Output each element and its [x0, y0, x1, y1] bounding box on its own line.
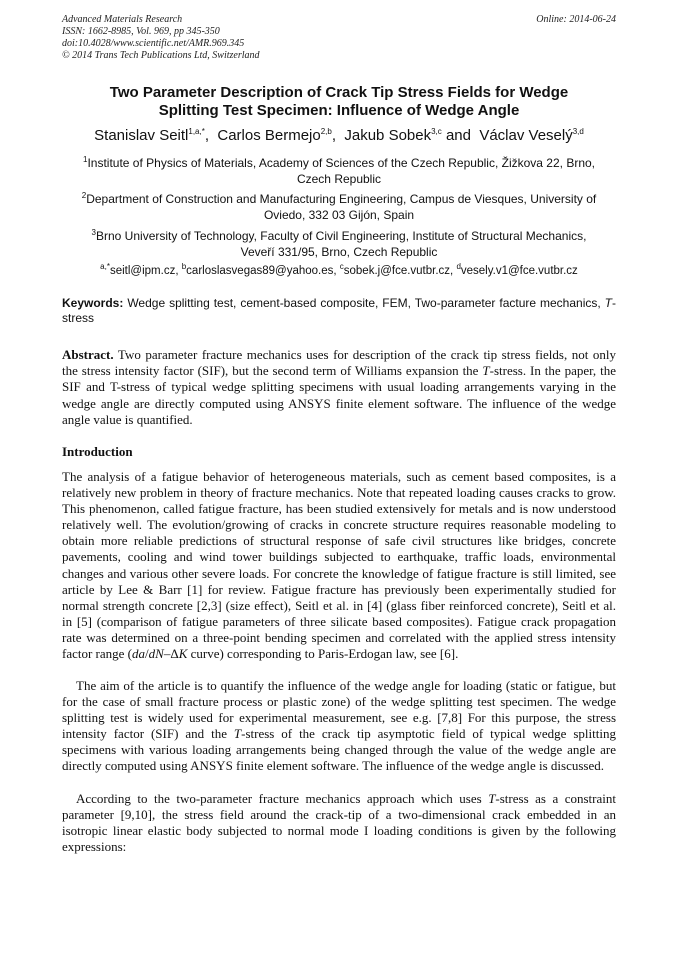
abstract-text: Two parameter fracture mechanics uses for description of the crack tip stress fields, not only the stress intensity factor (SIF), but the second term of Williams expansion the	[62, 347, 616, 379]
paragraph-italic: da	[132, 646, 146, 662]
journal-name: Advanced Materials Research	[62, 14, 183, 25]
keywords-text: Wedge splitting test, cement-based composite, FEM, Two-parameter facture mechanics,	[127, 296, 605, 310]
author-sup: 3,c	[431, 127, 442, 136]
paragraph-text: The analysis of a fatigue behavior of heterogeneous materials, such as cement based composites, is a relatively new problem in theory of fracture mechanics. Note that repeated loading causes cracks to grow. This phenomenon, called fatigue fracture, has been studied extensively for metals and is now understood relatively well. The evolution/growing of cracks in concrete structure requires reasonable modeling to obtain more reliable predictions of structural response of safe civil structures like bridges, concrete pavements, cooling and wind tower buildings subjected to earthquake, traffic loads, environmental changes and various other severe loads. For concrete the knowledge of fatigue fracture is still limited, see article by Lee & Barr [1] for review. Fatigue fracture has previously been experimentally studied for normal strength concrete [2,3] (size effect), Seitl et al. in [4] (glass fiber reinforced concrete), Seitl et al. in [5] (comparison of fatigue parameters of three silicate based composites). Fatigue crack propagation rate was determined on a three-point bending specimen and correlated with the applied stress intensity factor range (	[62, 469, 616, 662]
intro-paragraph-1	[62, 469, 616, 662]
paragraph-italic: dN	[148, 646, 164, 662]
paragraph-italic: T	[488, 791, 496, 806]
email-link[interactable]: seitl@ipm.cz,	[109, 265, 182, 277]
affiliation-3	[62, 228, 616, 260]
affiliation-line: Oviedo, 332 03 Gijón, Spain	[263, 208, 415, 222]
author-name: Carlos Bermejo	[217, 127, 321, 144]
author-sep: and	[441, 127, 476, 144]
email-link[interactable]: carloslasvegas89@yahoo.es,	[186, 265, 340, 277]
affiliation-sup: 3	[91, 228, 96, 237]
email-sup: c	[339, 262, 344, 272]
author-sep: ,	[204, 127, 214, 144]
affiliation-text: Department of Construction and Manufacturing Engineering, Campus de Viesques, University of	[86, 192, 597, 206]
paragraph-text: curve) corresponding to Paris-Erdogan law, see [6].	[187, 646, 459, 662]
author-list	[62, 126, 616, 146]
abstract-text-end: -stress. In the paper, the SIF and T-stress of typical wedge splitting specimens with usual loading arrangements varying in the wedge angle are directly computed using ANSYS finite element software. The influence of the wedge angle value is quantified.	[62, 363, 616, 427]
title-line-1: Two Parameter Description of Crack Tip Stress Fields for Wedge	[109, 84, 569, 101]
intro-paragraph-2	[62, 678, 616, 775]
affiliation-sup: 1	[82, 155, 88, 164]
author-sup: 3,d	[572, 127, 584, 136]
author-sep: ,	[331, 127, 341, 144]
paragraph-italic: T	[233, 726, 242, 742]
abstract-italic: T	[482, 363, 490, 379]
author-sup: 1,a,*	[188, 127, 205, 136]
copyright-line: © 2014 Trans Tech Publications Ltd, Switzerland	[62, 50, 260, 61]
email-sup: d	[456, 262, 461, 272]
affiliation-line	[62, 228, 616, 244]
email-sup: b	[181, 262, 187, 272]
keywords	[62, 296, 616, 326]
paragraph-text: According to the two-parameter fracture mechanics approach which uses	[76, 791, 489, 806]
affiliation-line: Veveří 331/95, Brno, Czech Republic	[240, 245, 438, 259]
affiliation-line	[62, 155, 616, 171]
email-list	[62, 263, 616, 279]
email-link[interactable]: vesely.v1@fce.vutbr.cz	[460, 265, 578, 277]
author-name: Jakub Sobek	[344, 127, 432, 144]
online-date: Online: 2014-06-24	[536, 14, 616, 25]
paragraph-text: -stress as a constraint parameter [9,10], the stress field around the crack-tip of a two-dimensional crack embedded in an isotropic linear elastic body subjected to normal mode I loading conditions is given by the following expressions:	[62, 791, 616, 855]
paper-title	[62, 84, 616, 120]
email-sup: a,*	[100, 262, 110, 272]
journal-header	[62, 14, 616, 62]
doi-line[interactable]: doi:10.4028/www.scientific.net/AMR.969.345	[62, 38, 245, 49]
email-link[interactable]: sobek.j@fce.vutbr.cz,	[343, 265, 457, 277]
paragraph-text: -stress of the crack tip asymptotic field of typical wedge splitting specimens with various loading arrangements being changed through the value of the wedge angle are directly computed using ANSYS finite element software. The influence of the wedge angle is discussed.	[62, 726, 616, 774]
paragraph-text: /	[145, 646, 149, 662]
intro-paragraph-3	[62, 791, 616, 855]
paragraph-text: The aim of the article is to quantify the influence of the wedge angle for loading (static or fatigue, but for the case of small fracture process or plastic zone) of the wedge splitting test specimen. The wedge splitting test is widely used for experimental measurement, see e.g. [7,8] For this purpose, the stress intensity factor (SIF) and the	[62, 678, 616, 742]
affiliation-1	[62, 155, 616, 187]
affiliation-line	[62, 191, 616, 207]
author-name: Václav Veselý	[479, 127, 573, 144]
paragraph-text: –Δ	[163, 646, 179, 662]
affiliation-line: Czech Republic	[296, 172, 382, 186]
abstract-label: Abstract.	[62, 347, 114, 362]
author-sup: 2,b	[320, 127, 332, 136]
keywords-italic: T	[604, 296, 612, 310]
affiliation-2	[62, 191, 616, 223]
title-line-2: Splitting Test Specimen: Influence of Wedge Angle	[158, 102, 520, 119]
issn-line: ISSN: 1662-8985, Vol. 969, pp 345-350	[62, 26, 220, 37]
affiliation-text: Brno University of Technology, Faculty of Civil Engineering, Institute of Structural Mechanics,	[96, 229, 587, 243]
paragraph-italic: K	[178, 646, 188, 662]
affiliation-text: Institute of Physics of Materials, Academy of Sciences of the Czech Republic, Žižkova 22, Brno,	[87, 156, 596, 170]
affiliation-sup: 2	[81, 191, 87, 200]
section-heading-introduction: Introduction	[62, 444, 133, 459]
keywords-label: Keywords:	[62, 296, 124, 310]
author-name: Stanislav Seitl	[94, 127, 189, 144]
keywords-text-end: -stress	[62, 296, 616, 325]
abstract	[62, 347, 616, 428]
